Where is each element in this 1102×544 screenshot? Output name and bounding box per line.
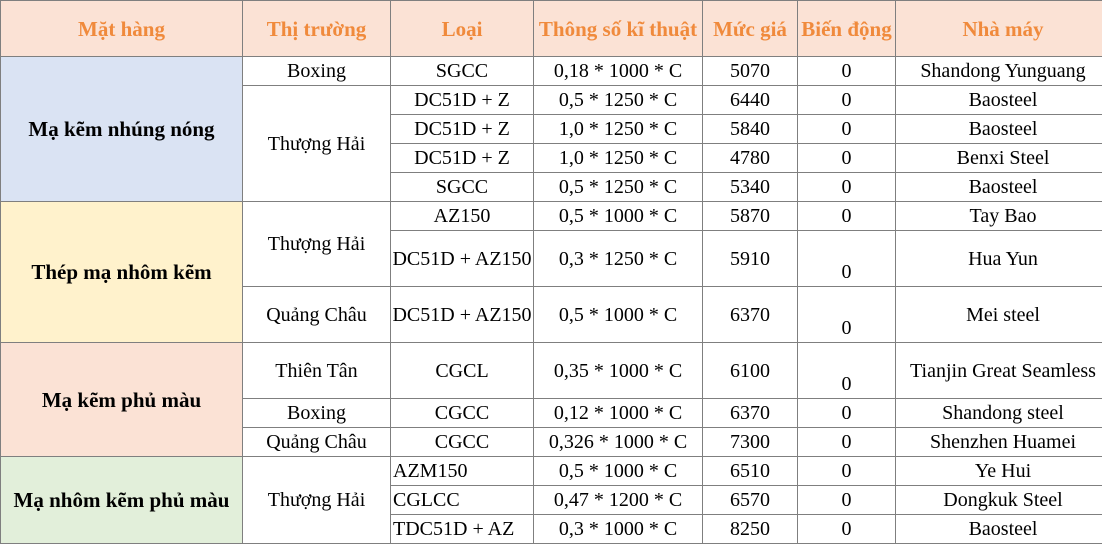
- spec-cell: 0,3 * 1250 * C: [534, 231, 703, 287]
- table-row: [1, 57, 1102, 86]
- change-cell: 0: [798, 457, 896, 486]
- change-cell: 0: [798, 231, 896, 287]
- market-cell: Boxing: [243, 57, 391, 86]
- col-header: Thông số kĩ thuật: [534, 1, 703, 57]
- price-cell: 4780: [703, 144, 798, 173]
- col-header: Loại: [391, 1, 534, 57]
- spec-cell: 1,0 * 1250 * C: [534, 115, 703, 144]
- factory-cell: Mei steel: [896, 287, 1102, 343]
- market-cell: Quảng Châu: [243, 428, 391, 457]
- price-cell: 8250: [703, 515, 798, 544]
- group-cell: Mạ kẽm nhúng nóng: [1, 57, 243, 202]
- type-cell: DC51D + AZ150: [391, 287, 534, 343]
- factory-cell: Shandong steel: [896, 399, 1102, 428]
- factory-cell: Hua Yun: [896, 231, 1102, 287]
- market-cell: Quảng Châu: [243, 287, 391, 343]
- change-cell: 0: [798, 486, 896, 515]
- table-row: [1, 202, 1102, 231]
- type-cell: TDC51D + AZ: [391, 515, 534, 544]
- factory-cell: Shenzhen Huamei: [896, 428, 1102, 457]
- market-cell: Thượng Hải: [243, 457, 391, 544]
- factory-cell: Tianjin Great Seamless: [896, 343, 1102, 399]
- price-cell: 6370: [703, 287, 798, 343]
- type-cell: CGLCC: [391, 486, 534, 515]
- spec-cell: 0,47 * 1200 * C: [534, 486, 703, 515]
- type-cell: SGCC: [391, 57, 534, 86]
- change-cell: 0: [798, 57, 896, 86]
- col-header: Nhà máy: [896, 1, 1102, 57]
- change-cell: 0: [798, 515, 896, 544]
- price-cell: 7300: [703, 428, 798, 457]
- col-header: Thị trường: [243, 1, 391, 57]
- factory-cell: Shandong Yunguang: [896, 57, 1102, 86]
- type-cell: CGCC: [391, 399, 534, 428]
- spec-cell: 0,5 * 1250 * C: [534, 173, 703, 202]
- group-cell: Mạ kẽm phủ màu: [1, 343, 243, 457]
- type-cell: DC51D + Z: [391, 144, 534, 173]
- price-cell: 5870: [703, 202, 798, 231]
- group-cell: Mạ nhôm kẽm phủ màu: [1, 457, 243, 544]
- price-cell: 5840: [703, 115, 798, 144]
- spec-cell: 0,35 * 1000 * C: [534, 343, 703, 399]
- type-cell: SGCC: [391, 173, 534, 202]
- market-cell: Boxing: [243, 399, 391, 428]
- change-cell: 0: [798, 428, 896, 457]
- spec-cell: 0,18 * 1000 * C: [534, 57, 703, 86]
- change-cell: 0: [798, 287, 896, 343]
- market-cell: Thượng Hải: [243, 86, 391, 202]
- market-cell: Thiên Tân: [243, 343, 391, 399]
- type-cell: DC51D + Z: [391, 86, 534, 115]
- group-cell: Thép mạ nhôm kẽm: [1, 202, 243, 343]
- type-cell: CGCC: [391, 428, 534, 457]
- factory-cell: Baosteel: [896, 173, 1102, 202]
- type-cell: DC51D + AZ150: [391, 231, 534, 287]
- change-cell: 0: [798, 399, 896, 428]
- spec-cell: 0,5 * 1000 * C: [534, 287, 703, 343]
- spec-cell: 0,12 * 1000 * C: [534, 399, 703, 428]
- change-cell: 0: [798, 343, 896, 399]
- price-cell: 6370: [703, 399, 798, 428]
- col-header: Biến động: [798, 1, 896, 57]
- price-cell: 6440: [703, 86, 798, 115]
- spec-cell: 0,5 * 1000 * C: [534, 457, 703, 486]
- factory-cell: Baosteel: [896, 86, 1102, 115]
- spec-cell: 0,326 * 1000 * C: [534, 428, 703, 457]
- factory-cell: Benxi Steel: [896, 144, 1102, 173]
- type-cell: DC51D + Z: [391, 115, 534, 144]
- price-cell: 5340: [703, 173, 798, 202]
- table-row: [1, 457, 1102, 486]
- factory-cell: Baosteel: [896, 115, 1102, 144]
- factory-cell: Ye Hui: [896, 457, 1102, 486]
- spec-cell: 1,0 * 1250 * C: [534, 144, 703, 173]
- factory-cell: Baosteel: [896, 515, 1102, 544]
- table-row: [1, 343, 1102, 399]
- factory-cell: Tay Bao: [896, 202, 1102, 231]
- type-cell: AZ150: [391, 202, 534, 231]
- type-cell: AZM150: [391, 457, 534, 486]
- change-cell: 0: [798, 115, 896, 144]
- market-cell: Thượng Hải: [243, 202, 391, 287]
- change-cell: 0: [798, 173, 896, 202]
- spec-cell: 0,3 * 1000 * C: [534, 515, 703, 544]
- spec-cell: 0,5 * 1250 * C: [534, 86, 703, 115]
- price-cell: 5910: [703, 231, 798, 287]
- col-header: Mặt hàng: [1, 1, 243, 57]
- price-cell: 6510: [703, 457, 798, 486]
- change-cell: 0: [798, 86, 896, 115]
- price-cell: 6100: [703, 343, 798, 399]
- type-cell: CGCL: [391, 343, 534, 399]
- change-cell: 0: [798, 144, 896, 173]
- change-cell: 0: [798, 202, 896, 231]
- spec-cell: 0,5 * 1000 * C: [534, 202, 703, 231]
- price-cell: 5070: [703, 57, 798, 86]
- header-row: [1, 1, 1102, 57]
- factory-cell: Dongkuk Steel: [896, 486, 1102, 515]
- col-header: Mức giá: [703, 1, 798, 57]
- price-cell: 6570: [703, 486, 798, 515]
